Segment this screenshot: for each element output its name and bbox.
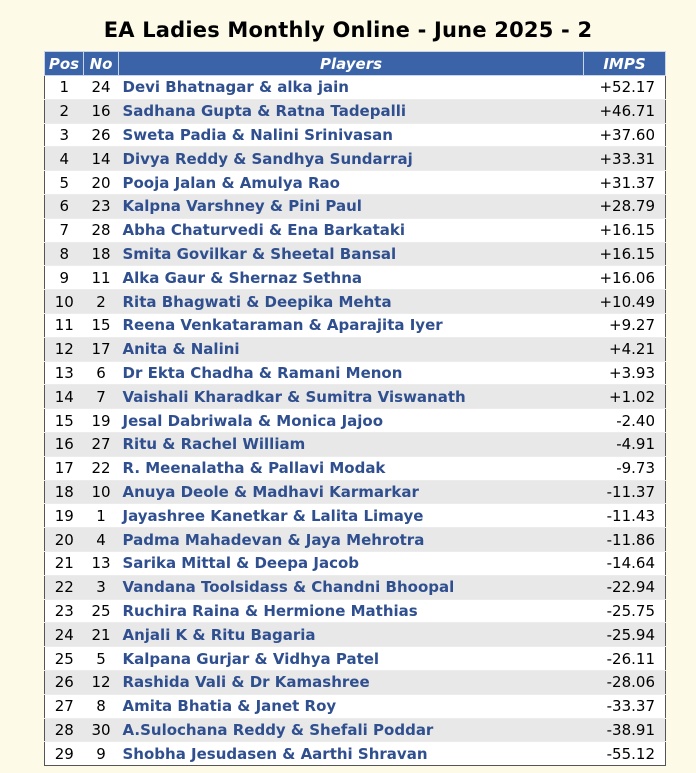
table-row <box>45 147 666 171</box>
header-players[interactable]: Players <box>119 52 584 76</box>
row-players[interactable]: Anuya Deole & Madhavi Karmarkar <box>119 480 584 504</box>
row-no: 30 <box>84 718 119 742</box>
row-no: 26 <box>84 123 119 147</box>
row-pos: 8 <box>45 242 84 266</box>
row-pos: 10 <box>45 290 84 314</box>
row-players[interactable]: Amita Bhatia & Janet Roy <box>119 694 584 718</box>
row-players[interactable]: Rita Bhagwati & Deepika Mehta <box>119 290 584 314</box>
row-no: 10 <box>84 480 119 504</box>
row-pos: 12 <box>45 337 84 361</box>
table-row <box>45 647 666 671</box>
row-no: 2 <box>84 290 119 314</box>
row-no: 3 <box>84 575 119 599</box>
row-players[interactable]: R. Meenalatha & Pallavi Modak <box>119 456 584 480</box>
row-pos: 24 <box>45 623 84 647</box>
row-players[interactable]: Ruchira Raina & Hermione Mathias <box>119 599 584 623</box>
row-players[interactable]: A.Sulochana Reddy & Shefali Poddar <box>119 718 584 742</box>
row-pos: 26 <box>45 670 84 694</box>
table-row <box>45 313 666 337</box>
row-players[interactable]: Padma Mahadevan & Jaya Mehrotra <box>119 528 584 552</box>
table-row <box>45 742 666 766</box>
row-pos: 29 <box>45 742 84 766</box>
table-row <box>45 123 666 147</box>
row-no: 28 <box>84 218 119 242</box>
row-imps: -28.06 <box>584 670 666 694</box>
header-imps[interactable]: IMPS <box>584 52 666 76</box>
row-imps: +3.93 <box>584 361 666 385</box>
results-table <box>44 51 666 766</box>
row-players[interactable]: Vaishali Kharadkar & Sumitra Viswanath <box>119 385 584 409</box>
row-no: 20 <box>84 171 119 195</box>
table-row <box>45 528 666 552</box>
row-no: 13 <box>84 551 119 575</box>
row-players[interactable]: Shobha Jesudasen & Aarthi Shravan <box>119 742 584 766</box>
row-no: 8 <box>84 694 119 718</box>
table-row <box>45 599 666 623</box>
table-row <box>45 504 666 528</box>
table-row <box>45 337 666 361</box>
row-no: 21 <box>84 623 119 647</box>
row-no: 7 <box>84 385 119 409</box>
row-imps: +37.60 <box>584 123 666 147</box>
row-players[interactable]: Ritu & Rachel William <box>119 432 584 456</box>
row-no: 5 <box>84 647 119 671</box>
row-no: 16 <box>84 99 119 123</box>
header-pos[interactable]: Pos <box>45 52 84 76</box>
row-no: 12 <box>84 670 119 694</box>
row-imps: +9.27 <box>584 313 666 337</box>
row-no: 23 <box>84 194 119 218</box>
row-imps: -25.94 <box>584 623 666 647</box>
row-pos: 15 <box>45 409 84 433</box>
row-pos: 27 <box>45 694 84 718</box>
row-players[interactable]: Abha Chaturvedi & Ena Barkataki <box>119 218 584 242</box>
row-players[interactable]: Dr Ekta Chadha & Ramani Menon <box>119 361 584 385</box>
results-body <box>45 76 666 766</box>
row-players[interactable]: Pooja Jalan & Amulya Rao <box>119 171 584 195</box>
row-imps: -38.91 <box>584 718 666 742</box>
table-row <box>45 242 666 266</box>
row-players[interactable]: Anjali K & Ritu Bagaria <box>119 623 584 647</box>
row-imps: -33.37 <box>584 694 666 718</box>
row-no: 25 <box>84 599 119 623</box>
row-pos: 7 <box>45 218 84 242</box>
row-imps: -25.75 <box>584 599 666 623</box>
table-row <box>45 670 666 694</box>
row-imps: +31.37 <box>584 171 666 195</box>
row-pos: 22 <box>45 575 84 599</box>
row-no: 15 <box>84 313 119 337</box>
row-imps: +1.02 <box>584 385 666 409</box>
row-pos: 21 <box>45 551 84 575</box>
row-no: 6 <box>84 361 119 385</box>
row-pos: 4 <box>45 147 84 171</box>
row-imps: -11.37 <box>584 480 666 504</box>
row-players[interactable]: Reena Venkataraman & Aparajita Iyer <box>119 313 584 337</box>
row-no: 24 <box>84 76 119 100</box>
row-players[interactable]: Sweta Padia & Nalini Srinivasan <box>119 123 584 147</box>
row-pos: 18 <box>45 480 84 504</box>
table-row <box>45 432 666 456</box>
row-no: 9 <box>84 742 119 766</box>
row-pos: 25 <box>45 647 84 671</box>
row-imps: -22.94 <box>584 575 666 599</box>
row-no: 22 <box>84 456 119 480</box>
table-row <box>45 718 666 742</box>
row-pos: 5 <box>45 171 84 195</box>
table-row <box>45 194 666 218</box>
table-row <box>45 99 666 123</box>
row-pos: 17 <box>45 456 84 480</box>
row-imps: +4.21 <box>584 337 666 361</box>
row-imps: -55.12 <box>584 742 666 766</box>
row-players[interactable]: Smita Govilkar & Sheetal Bansal <box>119 242 584 266</box>
header-no[interactable]: No <box>84 52 119 76</box>
row-imps: -11.43 <box>584 504 666 528</box>
row-pos: 14 <box>45 385 84 409</box>
row-players[interactable]: Alka Gaur & Shernaz Sethna <box>119 266 584 290</box>
table-row <box>45 480 666 504</box>
row-pos: 28 <box>45 718 84 742</box>
table-row <box>45 385 666 409</box>
row-players[interactable]: Divya Reddy & Sandhya Sundarraj <box>119 147 584 171</box>
header-row <box>45 52 666 76</box>
row-players[interactable]: Jesal Dabriwala & Monica Jajoo <box>119 409 584 433</box>
table-row <box>45 623 666 647</box>
row-no: 11 <box>84 266 119 290</box>
row-imps: +28.79 <box>584 194 666 218</box>
row-imps: -2.40 <box>584 409 666 433</box>
row-imps: -11.86 <box>584 528 666 552</box>
row-pos: 11 <box>45 313 84 337</box>
table-row <box>45 218 666 242</box>
table-row <box>45 171 666 195</box>
table-row <box>45 409 666 433</box>
table-row <box>45 456 666 480</box>
row-players[interactable]: Anita & Nalini <box>119 337 584 361</box>
row-players[interactable]: Vandana Toolsidass & Chandni Bhoopal <box>119 575 584 599</box>
row-pos: 2 <box>45 99 84 123</box>
table-row <box>45 266 666 290</box>
row-pos: 23 <box>45 599 84 623</box>
row-imps: +46.71 <box>584 99 666 123</box>
row-imps: -26.11 <box>584 647 666 671</box>
table-row <box>45 551 666 575</box>
row-players[interactable]: Sarika Mittal & Deepa Jacob <box>119 551 584 575</box>
page-title: EA Ladies Monthly Online - June 2025 - 2 <box>103 18 593 42</box>
row-no: 4 <box>84 528 119 552</box>
row-imps: +16.15 <box>584 218 666 242</box>
row-no: 18 <box>84 242 119 266</box>
table-row <box>45 575 666 599</box>
row-no: 1 <box>84 504 119 528</box>
row-imps: +10.49 <box>584 290 666 314</box>
table-row <box>45 361 666 385</box>
row-no: 17 <box>84 337 119 361</box>
row-players[interactable]: Devi Bhatnagar & alka jain <box>119 76 584 100</box>
row-pos: 20 <box>45 528 84 552</box>
row-pos: 19 <box>45 504 84 528</box>
row-players[interactable]: Jayashree Kanetkar & Lalita Limaye <box>119 504 584 528</box>
row-imps: +52.17 <box>584 76 666 100</box>
row-pos: 1 <box>45 76 84 100</box>
row-imps: -14.64 <box>584 551 666 575</box>
row-pos: 9 <box>45 266 84 290</box>
row-pos: 16 <box>45 432 84 456</box>
row-pos: 6 <box>45 194 84 218</box>
row-no: 27 <box>84 432 119 456</box>
row-no: 14 <box>84 147 119 171</box>
row-pos: 13 <box>45 361 84 385</box>
row-imps: -4.91 <box>584 432 666 456</box>
row-players[interactable]: Kalpna Varshney & Pini Paul <box>119 194 584 218</box>
row-players[interactable]: Sadhana Gupta & Ratna Tadepalli <box>119 99 584 123</box>
row-imps: -9.73 <box>584 456 666 480</box>
row-imps: +33.31 <box>584 147 666 171</box>
table-row <box>45 76 666 100</box>
row-pos: 3 <box>45 123 84 147</box>
table-row <box>45 290 666 314</box>
row-players[interactable]: Rashida Vali & Dr Kamashree <box>119 670 584 694</box>
row-imps: +16.06 <box>584 266 666 290</box>
row-imps: +16.15 <box>584 242 666 266</box>
row-no: 19 <box>84 409 119 433</box>
row-players[interactable]: Kalpana Gurjar & Vidhya Patel <box>119 647 584 671</box>
table-row <box>45 694 666 718</box>
